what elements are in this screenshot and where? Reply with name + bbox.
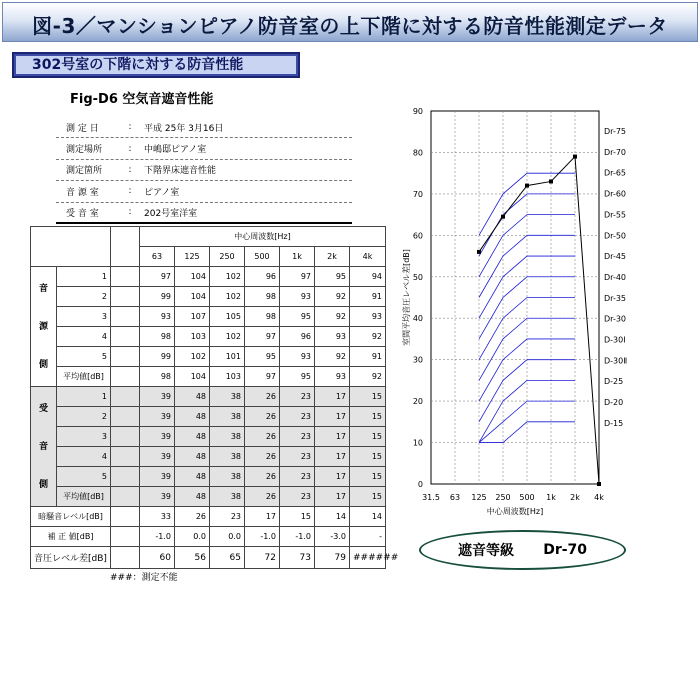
footnote: ###：測定不能 [110, 573, 178, 583]
diff-cell: 79 [315, 547, 350, 569]
value-cell: 107 [175, 307, 210, 327]
table-row [31, 467, 386, 487]
value-cell: 105 [210, 307, 245, 327]
y-tick-label: 20 [412, 397, 423, 407]
value-cell: 93 [315, 327, 350, 347]
correction-cell: -3.0 [315, 527, 350, 547]
value-cell: 26 [245, 407, 280, 427]
data-point [501, 215, 505, 219]
meta-colon: : [128, 186, 132, 197]
spacer-cell [111, 407, 140, 427]
value-cell: 101 [210, 347, 245, 367]
meta-row-source-room [56, 181, 352, 202]
reference-curve-label: Dr-65 [604, 168, 627, 178]
spacer-cell [111, 227, 140, 267]
value-cell: 15 [350, 387, 386, 407]
avg-value-cell: 39 [140, 487, 175, 507]
group-label-char: 受 [38, 403, 48, 414]
table-row [31, 487, 386, 507]
meta-value: ピアノ室 [144, 187, 180, 198]
spacer-cell [111, 267, 140, 287]
avg-value-cell: 95 [280, 367, 315, 387]
spacer-cell [111, 427, 140, 447]
background-cell: 23 [210, 507, 245, 527]
title-banner [2, 2, 698, 42]
freq-header-cell: 500 [245, 247, 280, 267]
value-cell: 95 [245, 347, 280, 367]
meta-row-location [56, 160, 352, 181]
spacer-cell [111, 367, 140, 387]
reference-curve-label: Dr-40 [604, 272, 627, 282]
value-cell: 102 [210, 327, 245, 347]
freq-header-cell: 63 [140, 247, 175, 267]
table-row [31, 507, 386, 527]
meta-label: 測 定 日 [66, 123, 99, 134]
meta-colon: : [128, 122, 132, 133]
value-cell: 17 [315, 447, 350, 467]
row-label: 3 [57, 307, 111, 327]
table-row [31, 267, 386, 287]
spacer-cell [111, 287, 140, 307]
value-cell: 96 [280, 327, 315, 347]
value-cell: 38 [210, 447, 245, 467]
avg-value-cell: 92 [350, 367, 386, 387]
avg-value-cell: 23 [280, 487, 315, 507]
value-cell: 104 [175, 287, 210, 307]
row-label: 4 [57, 327, 111, 347]
value-cell: 99 [140, 347, 175, 367]
meta-row-place [56, 138, 352, 159]
correction-label: 補 正 値[dB] [31, 527, 111, 547]
avg-label: 平均値[dB] [57, 487, 111, 507]
group-label [31, 387, 57, 507]
background-cell: 26 [175, 507, 210, 527]
value-cell: 98 [245, 287, 280, 307]
table-row [31, 387, 386, 407]
y-axis-ticks [413, 107, 423, 489]
avg-value-cell: 98 [140, 367, 175, 387]
reference-curve-label: Dr-50 [604, 231, 627, 241]
group-label [31, 267, 57, 387]
insulation-grade-badge [419, 530, 626, 570]
data-point [573, 155, 577, 159]
measurement-info [56, 117, 352, 224]
group-label-char: 音 [38, 283, 48, 294]
row-label: 4 [57, 447, 111, 467]
value-cell: 39 [140, 467, 175, 487]
avg-label: 平均値[dB] [57, 367, 111, 387]
value-cell: 17 [315, 387, 350, 407]
value-cell: 102 [210, 287, 245, 307]
value-cell: 26 [245, 427, 280, 447]
meta-row-receive-room [56, 203, 352, 224]
reference-curve-label: D-30Ⅱ [604, 356, 628, 366]
x-tick-label: 4k [594, 493, 604, 502]
value-cell: 17 [315, 407, 350, 427]
table-row [31, 327, 386, 347]
data-point [525, 184, 529, 188]
value-cell: 39 [140, 387, 175, 407]
corner-cell [31, 227, 111, 267]
value-cell: 48 [175, 467, 210, 487]
grade-value: Dr-70 [543, 542, 588, 558]
value-cell: 26 [245, 447, 280, 467]
meta-value: 下階界床遮音性能 [144, 166, 217, 177]
freq-header-cell: 125 [175, 247, 210, 267]
avg-value-cell: 17 [315, 487, 350, 507]
reference-curve-label: Dr-45 [604, 252, 627, 262]
value-cell: 94 [350, 267, 386, 287]
spacer-cell [111, 447, 140, 467]
reference-curve-label: D-30Ⅰ [604, 335, 626, 345]
value-cell: 96 [245, 267, 280, 287]
freq-header-cell: 4k [350, 247, 386, 267]
meta-row-date [56, 117, 352, 138]
avg-value-cell: 93 [315, 367, 350, 387]
value-cell: 97 [280, 267, 315, 287]
data-point [549, 179, 553, 183]
correction-cell: -1.0 [280, 527, 315, 547]
reference-curve-label: D-20 [604, 398, 624, 408]
freq-header: 中心周波数[Hz] [140, 227, 386, 247]
table-row [31, 427, 386, 447]
table-row [31, 287, 386, 307]
y-axis-label: 室間平均音圧レベル差[dB] [402, 249, 411, 346]
meta-colon: : [128, 143, 132, 154]
reference-curve-label: Dr-30 [604, 314, 627, 324]
reference-curve-label: Dr-60 [604, 189, 627, 199]
value-cell: 23 [280, 387, 315, 407]
spacer-cell [111, 547, 140, 569]
value-cell: 93 [350, 307, 386, 327]
value-cell: 17 [315, 427, 350, 447]
background-label: 暗騒音レベル[dB] [31, 507, 111, 527]
diff-cell: ###### [350, 547, 386, 569]
reference-curve-labels [604, 127, 627, 428]
subtitle-box [12, 52, 300, 78]
row-label: 2 [57, 407, 111, 427]
meta-label: 測定箇所 [66, 166, 103, 177]
background-cell: 17 [245, 507, 280, 527]
table-row [31, 367, 386, 387]
avg-value-cell: 26 [245, 487, 280, 507]
value-cell: 92 [315, 347, 350, 367]
subtitle: 302号室の下階に対する防音性能 [16, 56, 296, 74]
avg-value-cell: 48 [175, 487, 210, 507]
value-cell: 26 [245, 387, 280, 407]
table-row [31, 407, 386, 427]
spacer-cell [111, 387, 140, 407]
reference-curve-label: Dr-55 [604, 210, 627, 220]
x-axis-label: 中心周波数[Hz] [486, 507, 544, 516]
freq-header-cell: 250 [210, 247, 245, 267]
value-cell: 93 [280, 347, 315, 367]
table-row [31, 307, 386, 327]
x-tick-label: 125 [471, 493, 487, 502]
diff-cell: 56 [175, 547, 210, 569]
value-cell: 92 [350, 327, 386, 347]
y-tick-label: 30 [412, 355, 423, 365]
value-cell: 38 [210, 387, 245, 407]
background-cell: 14 [315, 507, 350, 527]
meta-value: 中嶋邸ピアノ室 [144, 145, 207, 156]
freq-header-cell: 2k [315, 247, 350, 267]
freq-header-cell: 1k [280, 247, 315, 267]
row-label: 1 [57, 387, 111, 407]
figure-label: Fig-D6 空気音遮音性能 [70, 92, 214, 107]
meta-colon: : [128, 164, 132, 175]
value-cell: 95 [280, 307, 315, 327]
table-row [31, 227, 386, 247]
meta-colon: : [128, 207, 132, 218]
value-cell: 93 [140, 307, 175, 327]
grade-label: 遮音等級 [457, 543, 514, 559]
value-cell: 23 [280, 447, 315, 467]
group-label-char: 音 [38, 441, 48, 452]
value-cell: 39 [140, 447, 175, 467]
value-cell: 97 [140, 267, 175, 287]
row-label: 1 [57, 267, 111, 287]
spacer-cell [111, 507, 140, 527]
row-label: 3 [57, 427, 111, 447]
x-tick-label: 31.5 [422, 493, 440, 502]
value-cell: 17 [315, 467, 350, 487]
group-label-char: 側 [38, 479, 48, 490]
reference-curve-label: D-15 [604, 418, 624, 428]
value-cell: 91 [350, 347, 386, 367]
value-cell: 92 [315, 287, 350, 307]
spacer-cell [111, 347, 140, 367]
value-cell: 23 [280, 407, 315, 427]
background-cell: 33 [140, 507, 175, 527]
y-tick-label: 40 [412, 314, 423, 324]
correction-cell: 0.0 [175, 527, 210, 547]
x-axis-ticks [422, 493, 604, 502]
meta-value: 202号室洋室 [144, 208, 198, 219]
avg-value-cell: 104 [175, 367, 210, 387]
x-tick-label: 250 [495, 493, 511, 502]
correction-cell: 0.0 [210, 527, 245, 547]
avg-value-cell: 103 [210, 367, 245, 387]
table-row [31, 527, 386, 547]
y-tick-label: 60 [412, 231, 423, 241]
value-cell: 48 [175, 407, 210, 427]
sound-insulation-chart [400, 100, 640, 520]
diff-cell: 60 [140, 547, 175, 569]
avg-value-cell: 38 [210, 487, 245, 507]
grade-spacer [514, 542, 543, 558]
value-cell: 23 [280, 467, 315, 487]
page-title: 図-3／マンションピアノ防音室の上下階に対する防音性能測定データ [32, 14, 668, 38]
correction-cell: -1.0 [140, 527, 175, 547]
row-label: 5 [57, 467, 111, 487]
value-cell: 104 [175, 267, 210, 287]
row-label: 2 [57, 287, 111, 307]
value-cell: 98 [245, 307, 280, 327]
value-cell: 48 [175, 427, 210, 447]
value-cell: 15 [350, 407, 386, 427]
group-label-char: 源 [38, 321, 48, 332]
spacer-cell [111, 327, 140, 347]
reference-curve-label: Dr-35 [604, 293, 627, 303]
correction-cell: - [350, 527, 386, 547]
value-cell: 91 [350, 287, 386, 307]
value-cell: 93 [280, 287, 315, 307]
data-point [477, 250, 481, 254]
background-cell: 15 [280, 507, 315, 527]
y-tick-label: 0 [417, 480, 423, 489]
data-point [597, 482, 601, 486]
value-cell: 48 [175, 387, 210, 407]
diff-cell: 72 [245, 547, 280, 569]
value-cell: 95 [315, 267, 350, 287]
meta-label: 測定場所 [66, 145, 103, 156]
background-cell: 14 [350, 507, 386, 527]
spacer-cell [111, 307, 140, 327]
series-line [479, 157, 599, 484]
y-tick-label: 10 [412, 438, 423, 448]
value-cell: 38 [210, 407, 245, 427]
value-cell: 26 [245, 467, 280, 487]
value-cell: 99 [140, 287, 175, 307]
table-row [31, 547, 386, 569]
measured-series [477, 155, 601, 486]
value-cell: 15 [350, 467, 386, 487]
x-tick-label: 63 [449, 493, 461, 502]
meta-value: 平成 25年 3月16日 [144, 123, 224, 134]
value-cell: 103 [175, 327, 210, 347]
avg-value-cell: 97 [245, 367, 280, 387]
x-tick-label: 500 [519, 493, 535, 502]
value-cell: 39 [140, 427, 175, 447]
value-cell: 92 [315, 307, 350, 327]
value-cell: 97 [245, 327, 280, 347]
table-row [31, 447, 386, 467]
spacer-cell [111, 487, 140, 507]
value-cell: 38 [210, 467, 245, 487]
diff-cell: 73 [280, 547, 315, 569]
value-cell: 23 [280, 427, 315, 447]
reference-curve-label: Dr-75 [604, 127, 627, 136]
spacer-cell [111, 527, 140, 547]
meta-label: 音 源 室 [66, 187, 99, 198]
value-cell: 38 [210, 427, 245, 447]
measurement-table [30, 226, 399, 569]
spacer-cell [111, 467, 140, 487]
x-tick-label: 1k [546, 493, 556, 502]
value-cell: 15 [350, 427, 386, 447]
correction-cell: -1.0 [245, 527, 280, 547]
value-cell: 102 [175, 347, 210, 367]
meta-label: 受 音 室 [66, 208, 99, 219]
value-cell: 15 [350, 447, 386, 467]
y-tick-label: 80 [412, 148, 423, 158]
value-cell: 98 [140, 327, 175, 347]
reference-curve-label: D-25 [604, 377, 624, 387]
group-label-char: 側 [38, 359, 48, 370]
y-tick-label: 70 [412, 189, 423, 199]
value-cell: 102 [210, 267, 245, 287]
value-cell: 39 [140, 407, 175, 427]
y-tick-label: 90 [412, 107, 423, 116]
avg-value-cell: 15 [350, 487, 386, 507]
diff-label: 音圧レベル差[dB] [31, 547, 111, 569]
table-row [31, 347, 386, 367]
value-cell: 48 [175, 447, 210, 467]
row-label: 5 [57, 347, 111, 367]
y-tick-label: 50 [412, 272, 423, 282]
reference-curve-label: Dr-70 [604, 147, 627, 157]
diff-cell: 65 [210, 547, 245, 569]
x-tick-label: 2k [570, 493, 580, 502]
